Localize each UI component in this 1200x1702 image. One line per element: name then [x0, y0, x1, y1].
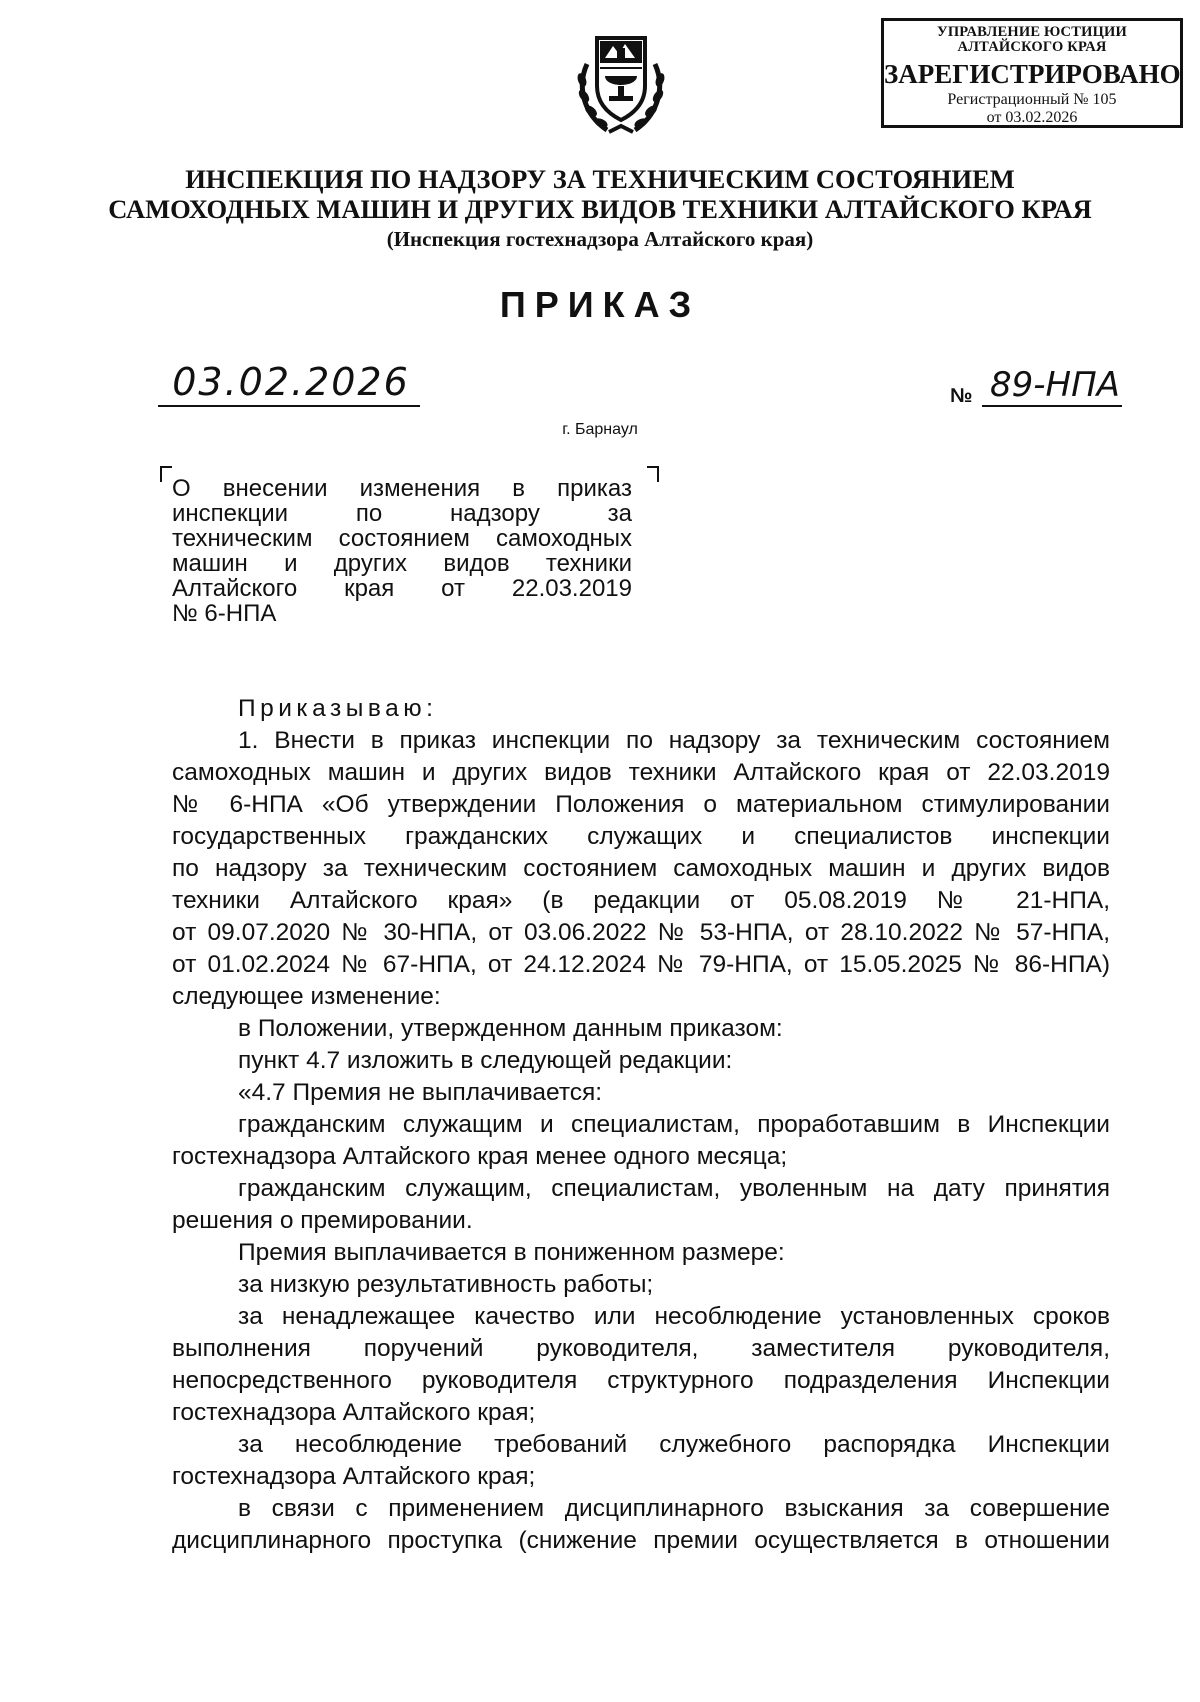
stamp-authority-line1: УПРАВЛЕНИЕ ЮСТИЦИИ — [936, 24, 1128, 40]
body-line: гражданским служащим и специалистам, проработавшим в Инспекции — [238, 1111, 1110, 1138]
document-type-title: ПРИКАЗ — [499, 284, 701, 325]
order-date: 03.02.2026 — [172, 360, 410, 404]
date-underline — [158, 405, 420, 407]
number-underline — [982, 405, 1122, 407]
body-line: государственных гражданских служащих и специалистов инспекции — [172, 823, 1110, 850]
body-line: 1. Внести в приказ инспекции по надзору за техническим состоянием — [238, 727, 1110, 754]
body-line: в связи с применением дисциплинарного взыскания за совершение — [238, 1495, 1110, 1522]
body-line: № 6-НПА «Об утверждении Положения о материальном стимулировании — [172, 791, 1110, 818]
body-line-order-word: Приказываю: — [238, 695, 438, 722]
body-line: самоходных машин и других видов техники Алтайского края от 22.03.2019 — [172, 759, 1110, 786]
subject-line: техническим состоянием самоходных — [172, 525, 632, 552]
body-line: гражданским служащим, специалистам, уволенным на дату принятия — [238, 1175, 1110, 1202]
body-line: непосредственного руководителя структурного подразделения Инспекции — [172, 1367, 1110, 1394]
body-line: гостехнадзора Алтайского края; — [172, 1399, 536, 1426]
org-name-line2: САМОХОДНЫХ МАШИН И ДРУГИХ ВИДОВ ТЕХНИКИ АЛТАЙСКОГО КРАЯ — [108, 194, 1092, 224]
registration-stamp — [881, 18, 1183, 128]
body-line: от 09.07.2020 № 30-НПА, от 03.06.2022 № 53-НПА, от 28.10.2022 № 57-НПА, — [172, 919, 1110, 946]
body-line: в Положении, утвержденном данным приказом: — [238, 1015, 783, 1042]
stamp-status: ЗАРЕГИСТРИРОВАНО — [884, 59, 1181, 89]
body-line: выполнения поручений руководителя, заместителя руководителя, — [172, 1335, 1110, 1362]
body-line: от 01.02.2024 № 67-НПА, от 24.12.2024 № 79-НПА, от 15.05.2025 № 86-НПА) — [172, 951, 1110, 978]
stamp-authority-line2: АЛТАЙСКОГО КРАЯ — [957, 39, 1107, 55]
subject-corner-right — [647, 466, 659, 482]
body-line: следующее изменение: — [172, 983, 441, 1010]
subject-line: № 6-НПА — [172, 600, 277, 627]
stamp-reg-number: Регистрационный № 105 — [947, 91, 1117, 108]
subject-line: Алтайского края от 22.03.2019 — [172, 575, 632, 602]
org-short-name: (Инспекция гостехнадзора Алтайского края) — [386, 227, 814, 251]
body-line: Премия выплачивается в пониженном размере: — [238, 1239, 785, 1266]
body-line: за низкую результативность работы; — [238, 1271, 654, 1298]
stamp-reg-date: от 03.02.2026 — [986, 109, 1078, 126]
body-line: техники Алтайского края» (в редакции от 05.08.2019 № 21-НПА, — [172, 887, 1110, 914]
number-sign: № — [950, 385, 973, 407]
body-line: «4.7 Премия не выплачивается: — [238, 1079, 603, 1106]
body-line: пункт 4.7 изложить в следующей редакции: — [238, 1047, 733, 1074]
body-line: решения о премировании. — [172, 1207, 473, 1234]
subject-line: инспекции по надзору за — [172, 500, 632, 527]
order-number: 89-НПА — [990, 365, 1120, 405]
subject-corner-left — [160, 466, 172, 482]
subject-line: машин и других видов техники — [172, 550, 632, 577]
city: г. Барнаул — [562, 421, 638, 438]
subject-line: О внесении изменения в приказ — [172, 475, 632, 502]
body-line: за несоблюдение требований служебного распорядка Инспекции — [238, 1431, 1110, 1458]
body-line: гостехнадзора Алтайского края; — [172, 1463, 536, 1490]
coat-of-arms-emblem — [573, 28, 669, 138]
body-line: гостехнадзора Алтайского края менее одного месяца; — [172, 1143, 788, 1170]
body-line: по надзору за техническим состоянием самоходных машин и других видов — [172, 855, 1110, 882]
order-subject — [172, 476, 632, 626]
body-line: дисциплинарного проступка (снижение премии осуществляется в отношении — [172, 1527, 1110, 1554]
body-line: за ненадлежащее качество или несоблюдение установленных сроков — [238, 1303, 1110, 1330]
org-name-line1: ИНСПЕКЦИЯ ПО НАДЗОРУ ЗА ТЕХНИЧЕСКИМ СОСТОЯНИЕМ — [185, 164, 1015, 194]
